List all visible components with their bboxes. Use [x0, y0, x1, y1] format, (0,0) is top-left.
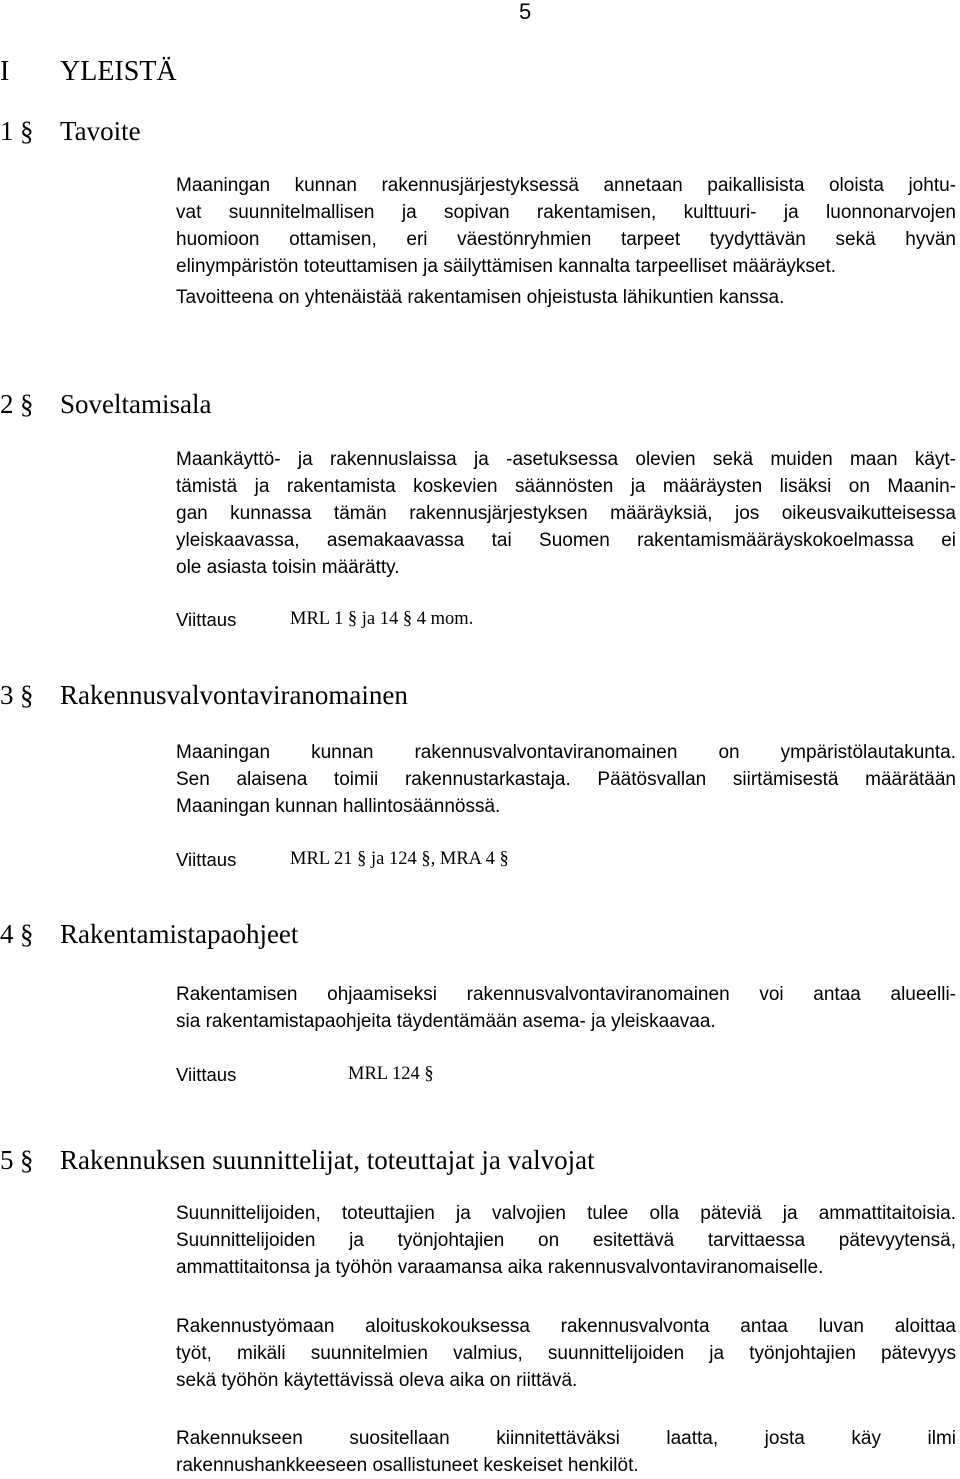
- text-line: Tavoitteena on yhtenäistää rakentamisen ohjeistusta lähikuntien kanssa.: [176, 287, 785, 308]
- reference-label: Viittaus: [176, 609, 237, 630]
- text-line: Maankäyttö- ja rakennuslaissa ja -asetuksessa olevien sekä muiden maan käyt-: [176, 449, 956, 470]
- paragraph: [176, 1313, 956, 1394]
- paragraph: [176, 981, 956, 1035]
- text-line: yleiskaavassa, asemakaavassa tai Suomen rakentamismääräyskokoelmassa ei: [176, 530, 956, 551]
- text-line: sia rakentamistapaohjeita täydentämään asema- ja yleiskaavaa.: [176, 1011, 716, 1032]
- section-number: 3: [0, 680, 14, 710]
- section-sign: §: [20, 919, 34, 949]
- section-heading: [0, 111, 141, 151]
- page-number: 5: [519, 0, 532, 24]
- chapter-number: I: [0, 56, 10, 87]
- text-line: tämistä ja rakentamista koskevien säännösten ja määräysten lisäksi on Maanin-: [176, 476, 956, 497]
- text-line: vat suunnitelmallisen ja sopivan rakentamisen, kulttuuri- ja luonnonarvojen: [176, 202, 956, 223]
- paragraph: [176, 739, 956, 820]
- chapter-heading: [0, 52, 177, 92]
- chapter-title: YLEISTÄ: [60, 56, 177, 87]
- paragraph: [176, 446, 956, 581]
- text-line: sekä työhön käytettävissä oleva aika on riittävä.: [176, 1370, 578, 1391]
- section-heading: [0, 384, 211, 424]
- text-line: Maaningan kunnan rakennusjärjestyksessä annetaan paikallisista oloista johtu-: [176, 175, 956, 196]
- section-number: 4: [0, 919, 14, 949]
- text-line: työt, mikäli suunnitelmien valmius, suunnittelijoiden ja työnjohtajien pätevyys: [176, 1343, 956, 1364]
- text-line: rakennushankkeeseen osallistuneet keskeiset henkilöt.: [176, 1455, 639, 1476]
- section-heading: [0, 1140, 595, 1180]
- section-title: Soveltamisala: [60, 389, 212, 419]
- text-line: ole asiasta toisin määrätty.: [176, 557, 400, 578]
- text-line: Rakentamisen ohjaamiseksi rakennusvalvontaviranomainen voi antaa alueelli-: [176, 984, 956, 1005]
- section-number: 1: [0, 116, 14, 146]
- section-sign: §: [20, 680, 34, 710]
- section-sign: §: [20, 389, 34, 419]
- reference: [176, 1061, 434, 1090]
- text-line: Sen alaisena toimii rakennustarkastaja. Päätösvallan siirtämisestä määrätään: [176, 769, 956, 790]
- text-line: Suunnittelijoiden ja työnjohtajien on esitettävä tarvittaessa pätevyytensä,: [176, 1230, 956, 1251]
- section-heading: [0, 675, 408, 715]
- section-number: 5: [0, 1145, 14, 1175]
- reference-label: Viittaus: [176, 1064, 237, 1085]
- section-number: 2: [0, 389, 14, 419]
- text-line: ammattitaitonsa ja työhön varaamansa aika rakennusvalvontaviranomaiselle.: [176, 1257, 824, 1278]
- section-title: Tavoite: [60, 116, 141, 146]
- reference-text: MRL 21 § ja 124 §, MRA 4 §: [290, 849, 509, 869]
- section-title: Rakennusvalvontaviranomainen: [60, 680, 408, 710]
- text-line: Rakennukseen suositellaan kiinnitettäväksi laatta, josta käy ilmi: [176, 1428, 956, 1449]
- text-line: huomioon ottamisen, eri väestönryhmien tarpeet tyydyttävän sekä hyvän: [176, 229, 956, 250]
- paragraph: [176, 1200, 956, 1281]
- paragraph: [176, 284, 956, 311]
- section-sign: §: [20, 116, 34, 146]
- reference: [176, 606, 474, 635]
- reference-text: MRL 1 § ja 14 § 4 mom.: [290, 609, 474, 629]
- text-line: gan kunnassa tämän rakennusjärjestyksen määräyksiä, jos oikeusvaikutteisessa: [176, 503, 956, 524]
- paragraph: [176, 172, 956, 280]
- reference-label: Viittaus: [176, 849, 237, 870]
- reference-text: MRL 124 §: [348, 1064, 434, 1084]
- text-line: Maaningan kunnan hallintosäännössä.: [176, 796, 501, 817]
- section-title: Rakennuksen suunnittelijat, toteuttajat ja valvojat: [60, 1145, 595, 1175]
- paragraph: [176, 1425, 956, 1479]
- text-line: Maaningan kunnan rakennusvalvontaviranomainen on ympäristölautakunta.: [176, 742, 956, 763]
- text-line: Rakennustyömaan aloituskokouksessa rakennusvalvonta antaa luvan aloittaa: [176, 1316, 956, 1337]
- section-heading: [0, 914, 298, 954]
- reference: [176, 846, 509, 875]
- section-title: Rakentamistapaohjeet: [60, 919, 299, 949]
- text-line: elinympäristön toteuttamisen ja säilyttämisen kannalta tarpeelliset määräykset.: [176, 256, 837, 277]
- text-line: Suunnittelijoiden, toteuttajien ja valvojien tulee olla päteviä ja ammattitaitoisia.: [176, 1203, 956, 1224]
- section-sign: §: [20, 1145, 34, 1175]
